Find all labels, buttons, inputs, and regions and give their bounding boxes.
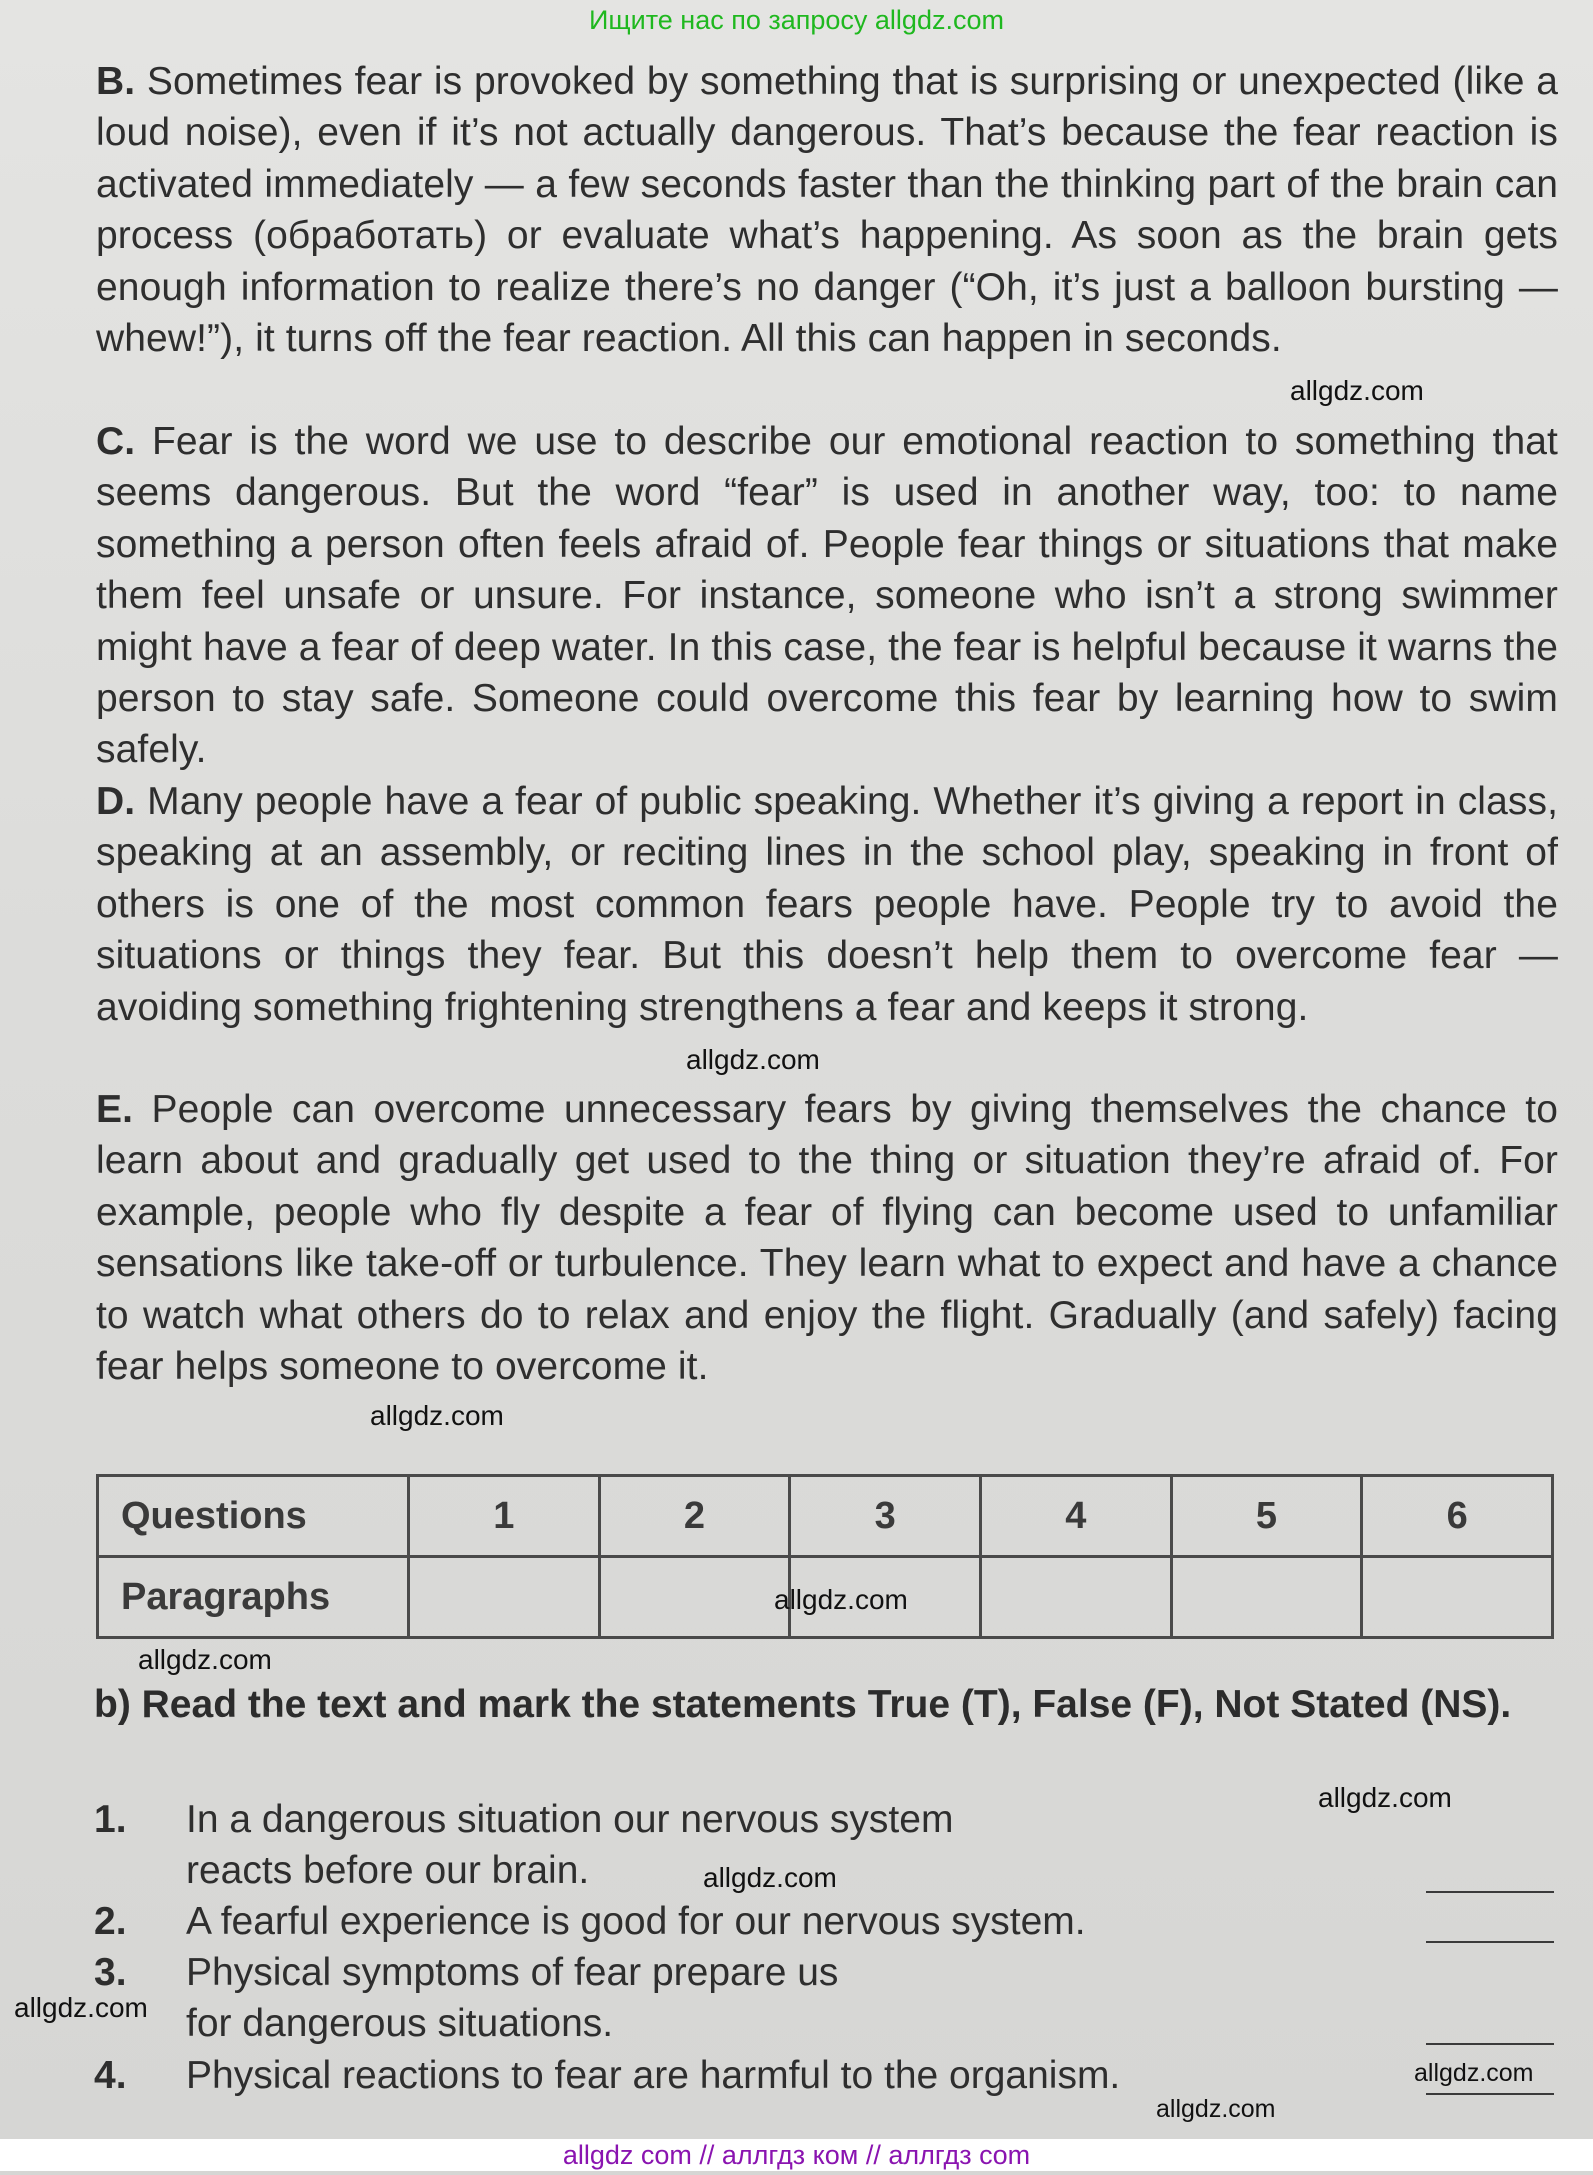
statement-2 (94, 1896, 1086, 1947)
statement-number: 1. (94, 1798, 127, 1841)
paragraph-text: Sometimes fear is provoked by something that is surprising or unexpected (like a loud noise), even if it’s not actually dangerous. That’s because the fear reaction is activated immediately — a few seconds faster than the thinking part of the brain can process (обработать) or evaluate what’s happening. As soon as the brain gets enough information to realize there’s no danger (“Oh, it’s just a balloon bursting — whew!”), it turns off the fear reaction. All this can happen in seconds. (96, 60, 1558, 361)
watermark: allgdz.com (370, 1400, 504, 1431)
answer-blank-4[interactable] (1426, 2093, 1554, 2095)
answer-cell[interactable] (599, 1557, 790, 1638)
question-number-cell: 3 (790, 1476, 981, 1557)
task-b-title: b) Read the text and mark the statements True (T), False (F), Not Stated (NS). (94, 1683, 1512, 1726)
statement-text (186, 1947, 838, 2049)
paragraph-text: Fear is the word we use to describe our emotional reaction to something that seems dangerous. But the word “fear” is used in another way, too: to name something a person often feels afraid of. People fear things or situations that make them feel unsafe or unsure. For instance, someone who isn’t a strong swimmer might have a fear of deep water. In this case, the fear is helpful because it warns the person to stay safe. Someone could overcome this fear by learning how to swim safely. (96, 420, 1558, 772)
bottom-banner[interactable]: allgdz com // аллгдз ком // аллгдз com (0, 2139, 1593, 2171)
paragraph-c (96, 416, 1558, 776)
row-label-questions: Questions (98, 1476, 409, 1557)
paragraph-d (96, 776, 1558, 1033)
paragraph-letter: E. (96, 1088, 134, 1131)
watermark: allgdz.com (686, 1044, 820, 1075)
statement-text (186, 1794, 953, 1896)
paragraph-e (96, 1084, 1558, 1392)
statement-line: Physical symptoms of fear prepare us (186, 1951, 839, 1994)
watermark: allgdz.com (1414, 2059, 1534, 2087)
answer-blank-3[interactable] (1426, 2043, 1554, 2045)
statement-text: A fearful experience is good for our nervous system. (186, 1900, 1086, 1943)
paragraph-letter: C. (96, 420, 136, 463)
watermark: allgdz.com (774, 1584, 908, 1615)
answer-cell[interactable] (980, 1557, 1171, 1638)
paragraph-text: Many people have a fear of public speaking. Whether it’s giving a report in class, speaking at an assembly, or reciting lines in the school play, speaking in front of others is one of the most common fears people have. People try to avoid the situations or things they fear. But this doesn’t help them to overcome fear — avoiding something frightening strengthens a fear and keeps it strong. (96, 780, 1558, 1029)
statement-line: reacts before our brain. (186, 1849, 590, 1892)
answer-blank-1[interactable] (1426, 1891, 1554, 1893)
watermark: allgdz.com (14, 1992, 148, 2023)
answer-cell[interactable] (409, 1557, 600, 1638)
question-number-cell: 2 (599, 1476, 790, 1557)
statement-line: In a dangerous situation our nervous system (186, 1798, 954, 1841)
watermark: allgdz.com (138, 1644, 272, 1675)
answer-cell[interactable] (1171, 1557, 1362, 1638)
row-label-paragraphs: Paragraphs (98, 1557, 409, 1638)
statement-3 (94, 1947, 838, 2049)
question-number-cell: 6 (1362, 1476, 1553, 1557)
watermark: allgdz.com (1156, 2095, 1276, 2123)
watermark: allgdz.com (1290, 375, 1424, 406)
paragraph-letter: D. (96, 780, 136, 823)
watermark: allgdz.com (1318, 1782, 1452, 1813)
statement-number: 4. (94, 2054, 127, 2097)
paragraph-b (96, 56, 1558, 364)
statement-number: 2. (94, 1900, 127, 1943)
statement-4 (94, 2050, 1120, 2101)
table-row (98, 1476, 1553, 1557)
statement-text: Physical reactions to fear are harmful to the organism. (186, 2054, 1121, 2097)
answer-blank-2[interactable] (1426, 1941, 1554, 1943)
watermark: allgdz.com (703, 1862, 837, 1893)
answer-cell[interactable] (1362, 1557, 1553, 1638)
paragraph-letter: B. (96, 60, 136, 103)
question-number-cell: 5 (1171, 1476, 1362, 1557)
top-banner[interactable]: Ищите нас по запросу allgdz.com (589, 5, 1004, 35)
paragraph-text: People can overcome unnecessary fears by giving themselves the chance to learn about and gradually get used to the thing or situation they’re afraid of. For example, people who fly despite a fear of flying can become used to unfamiliar sensations like take-off or turbulence. They learn what to expect and have a chance to watch what others do to relax and enjoy the flight. Gradually (and safely) facing fear helps someone to overcome it. (96, 1088, 1558, 1389)
question-number-cell: 1 (409, 1476, 600, 1557)
statement-number: 3. (94, 1951, 127, 1994)
statement-line: for dangerous situations. (186, 2002, 614, 2045)
question-number-cell: 4 (980, 1476, 1171, 1557)
